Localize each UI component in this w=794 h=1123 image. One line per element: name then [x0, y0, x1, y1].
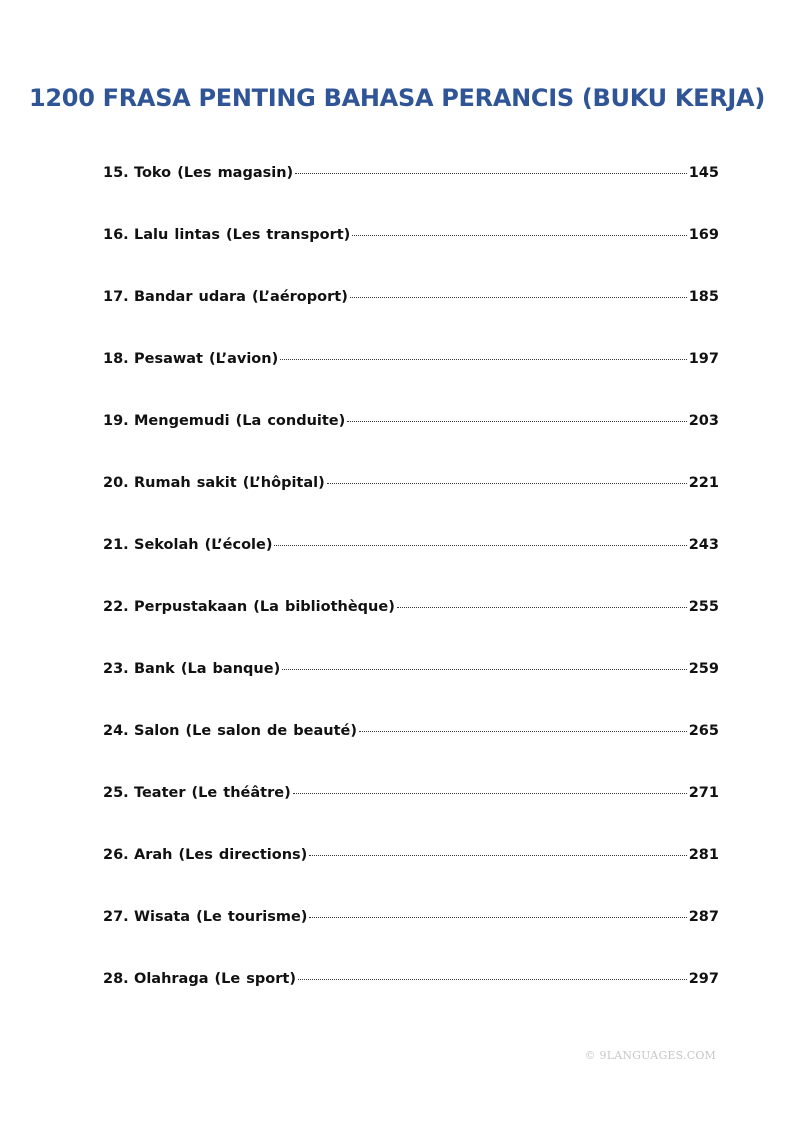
toc-entry-label: Mengemudi (La conduite) — [134, 413, 346, 429]
toc-entry-label: Pesawat (L’avion) — [134, 351, 279, 367]
toc-entry-page: 203 — [688, 413, 719, 429]
toc-entry-number: 22. — [103, 599, 129, 615]
dot-leader — [282, 669, 687, 670]
toc-entry-page: 259 — [688, 661, 719, 677]
toc-entry-page: 185 — [688, 289, 719, 305]
toc-entry-label: Arah (Les directions) — [134, 847, 308, 863]
toc-entry[interactable] — [103, 844, 719, 906]
table-of-contents — [103, 162, 719, 1030]
dot-leader — [327, 483, 687, 484]
page-title: 1200 FRASA PENTING BAHASA PERANCIS (BUKU KERJA) — [29, 84, 765, 112]
dot-leader — [359, 731, 687, 732]
toc-entry[interactable] — [103, 410, 719, 472]
toc-entry-page: 255 — [688, 599, 719, 615]
dot-leader — [309, 917, 686, 918]
dot-leader — [295, 173, 687, 174]
toc-entry-page: 197 — [688, 351, 719, 367]
toc-entry-label: Rumah sakit (L’hôpital) — [134, 475, 325, 491]
toc-entry-number: 23. — [103, 661, 129, 677]
toc-entry-number: 20. — [103, 475, 129, 491]
dot-leader — [309, 855, 686, 856]
toc-entry[interactable] — [103, 968, 719, 1030]
toc-entry-page: 221 — [688, 475, 719, 491]
toc-entry-number: 15. — [103, 165, 129, 181]
toc-entry-page: 243 — [688, 537, 719, 553]
toc-entry[interactable] — [103, 162, 719, 224]
toc-entry-page: 287 — [688, 909, 719, 925]
toc-entry-page: 281 — [688, 847, 719, 863]
dot-leader — [298, 979, 687, 980]
toc-entry-label: Bank (La banque) — [134, 661, 281, 677]
toc-entry-page: 265 — [688, 723, 719, 739]
toc-entry[interactable] — [103, 782, 719, 844]
toc-entry-number: 21. — [103, 537, 129, 553]
toc-entry[interactable] — [103, 472, 719, 534]
toc-entry-label: Salon (Le salon de beauté) — [134, 723, 357, 739]
toc-entry[interactable] — [103, 906, 719, 968]
toc-entry[interactable] — [103, 596, 719, 658]
toc-entry-number: 18. — [103, 351, 129, 367]
toc-entry-label: Bandar udara (L’aéroport) — [134, 289, 348, 305]
toc-entry-number: 25. — [103, 785, 129, 801]
dot-leader — [280, 359, 687, 360]
toc-entry-number: 26. — [103, 847, 129, 863]
toc-entry-number: 19. — [103, 413, 129, 429]
dot-leader — [274, 545, 686, 546]
toc-entry-label: Lalu lintas (Les transport) — [134, 227, 351, 243]
toc-entry[interactable] — [103, 286, 719, 348]
toc-entry-number: 28. — [103, 971, 129, 987]
toc-entry[interactable] — [103, 534, 719, 596]
toc-entry-number: 24. — [103, 723, 129, 739]
dot-leader — [397, 607, 687, 608]
toc-entry[interactable] — [103, 224, 719, 286]
toc-entry-label: Perpustakaan (La bibliothèque) — [134, 599, 395, 615]
toc-entry-label: Teater (Le théâtre) — [134, 785, 291, 801]
toc-entry-label: Sekolah (L’école) — [134, 537, 273, 553]
dot-leader — [347, 421, 686, 422]
toc-entry-number: 16. — [103, 227, 129, 243]
dot-leader — [350, 297, 687, 298]
toc-entry[interactable] — [103, 348, 719, 410]
toc-entry-page: 145 — [688, 165, 719, 181]
toc-entry-page: 169 — [688, 227, 719, 243]
toc-entry-label: Wisata (Le tourisme) — [134, 909, 308, 925]
toc-entry-number: 27. — [103, 909, 129, 925]
dot-leader — [352, 235, 686, 236]
toc-entry-label: Olahraga (Le sport) — [134, 971, 296, 987]
toc-entry-page: 297 — [688, 971, 719, 987]
toc-entry-label: Toko (Les magasin) — [134, 165, 294, 181]
toc-entry-number: 17. — [103, 289, 129, 305]
toc-entry[interactable] — [103, 720, 719, 782]
copyright-watermark: © 9LANGUAGES.COM — [584, 1049, 716, 1062]
toc-entry[interactable] — [103, 658, 719, 720]
dot-leader — [293, 793, 687, 794]
toc-entry-page: 271 — [688, 785, 719, 801]
